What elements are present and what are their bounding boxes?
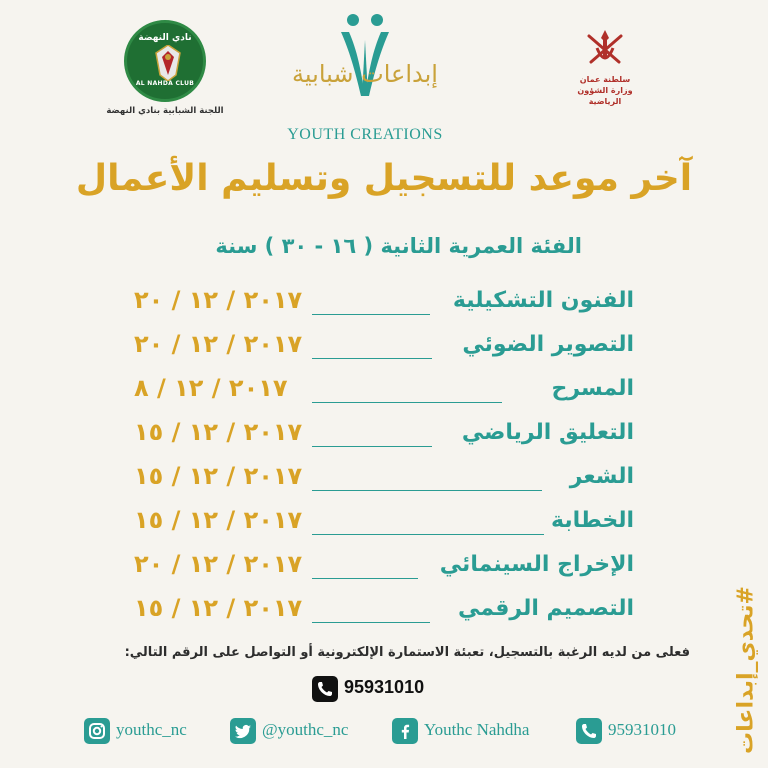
- club-badge-arabic: نادي النهضة: [138, 33, 192, 43]
- hashtag-text: #تحدي_إبداعات: [733, 586, 759, 754]
- ministry-name: [560, 74, 650, 107]
- schedule-date: ٢٠١٧ / ١٢ / ٢٠: [134, 286, 303, 314]
- schedule-category: التعليق الرياضي: [461, 420, 634, 445]
- schedule-date: ٢٠١٧ / ١٢ / ٨: [134, 374, 288, 402]
- schedule-dash: [312, 446, 432, 447]
- oman-emblem-icon: [583, 28, 627, 68]
- instagram-handle: youthc_nc: [116, 720, 187, 739]
- main-phone-number[interactable]: 95931010: [344, 677, 425, 697]
- schedule-date: ٢٠١٧ / ١٢ / ٢٠: [134, 330, 303, 358]
- schedule-dash: [312, 314, 430, 315]
- club-badge: [124, 20, 206, 102]
- club-logo: [100, 20, 230, 116]
- schedule-date: ٢٠١٧ / ١٢ / ١٥: [134, 462, 303, 490]
- schedule-row: [0, 546, 768, 590]
- schedule-dash: [312, 358, 432, 359]
- schedule-row: [0, 458, 768, 502]
- schedule-row: [0, 414, 768, 458]
- ministry-logo: [560, 28, 650, 107]
- registration-note: فعلى من لديه الرغبة بالتسجيل، تعبئة الاستمارة الإلكترونية أو التواصل على الرقم التالي:: [124, 645, 690, 660]
- schedule-date: ٢٠١٧ / ١٢ / ١٥: [134, 594, 303, 622]
- instagram-icon: [84, 718, 110, 744]
- schedule-date: ٢٠١٧ / ١٢ / ٢٠: [134, 550, 303, 578]
- schedule-category: التصوير الضوئي: [462, 332, 634, 357]
- schedule-category: التصميم الرقمي: [458, 596, 634, 621]
- schedule-category: الإخراج السينمائي: [439, 552, 634, 577]
- brand-english: YOUTH CREATIONS: [287, 126, 443, 143]
- phone-number: 95931010: [608, 720, 676, 739]
- schedule-dash: [312, 402, 502, 403]
- schedule-category: الخطابة: [551, 508, 634, 533]
- ministry-line2: وزارة الشؤون الرياضية: [577, 86, 633, 106]
- twitter-icon: [230, 718, 256, 744]
- schedule-date: ٢٠١٧ / ١٢ / ١٥: [134, 418, 303, 446]
- facebook-icon: [392, 718, 418, 744]
- schedule-row: [0, 590, 768, 634]
- schedule-dash: [312, 622, 430, 623]
- schedule-category: الفنون التشكيلية: [452, 288, 634, 313]
- brand-arabic: إبداعات شبابية: [292, 60, 438, 88]
- twitter-handle: @youthc_nc: [262, 720, 349, 739]
- phone-icon: [576, 718, 602, 744]
- club-badge-english: AL NAHDA CLUB: [135, 80, 195, 87]
- club-emblem-icon: [154, 45, 182, 81]
- page-title: آخر موعد للتسجيل وتسليم الأعمال: [75, 158, 693, 199]
- ministry-line1: سلطنة عمان: [579, 75, 631, 84]
- schedule-row: [0, 370, 768, 414]
- schedule-dash: [312, 534, 544, 535]
- brand-logo: [250, 10, 480, 144]
- schedule-date: ٢٠١٧ / ١٢ / ١٥: [134, 506, 303, 534]
- age-group-subtitle: الفئة العمرية الثانية ( ١٦ - ٣٠ ) سنة: [215, 234, 582, 258]
- schedule-dash: [312, 578, 418, 579]
- schedule-dash: [312, 490, 542, 491]
- schedule-row: [0, 282, 768, 326]
- schedule-category: المسرح: [551, 376, 634, 401]
- schedule-category: الشعر: [569, 464, 634, 489]
- club-caption: اللجنة الشبابية بنادي النهضة: [106, 106, 224, 116]
- hashtag-vertical: [728, 580, 764, 760]
- facebook-handle: Youthc Nahdha: [424, 720, 530, 739]
- schedule-row: [0, 326, 768, 370]
- schedule-row: [0, 502, 768, 546]
- phone-icon: [312, 676, 338, 702]
